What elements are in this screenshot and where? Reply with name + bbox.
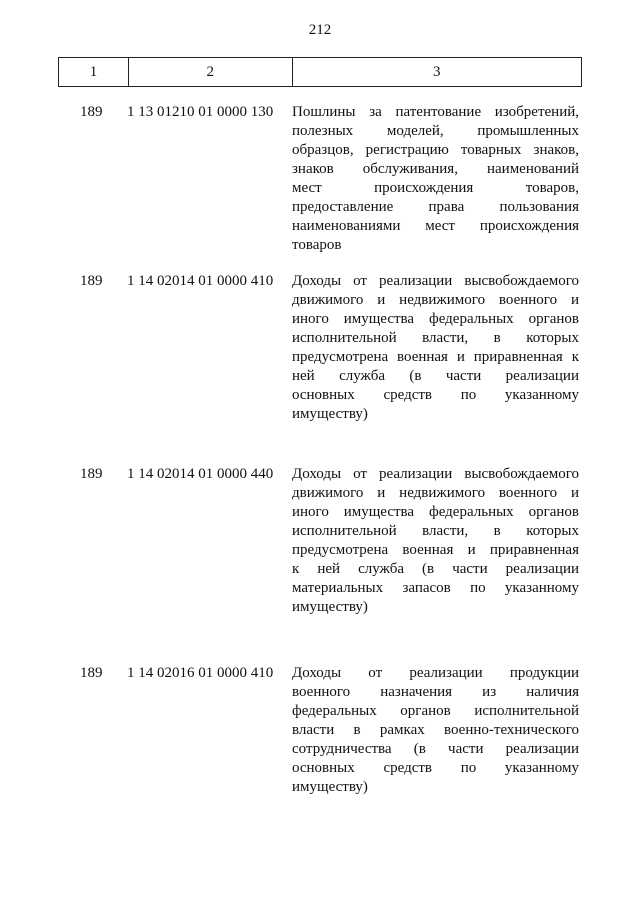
revenue-description (292, 272, 579, 424)
description-line: исполнительной власти, в которых (292, 330, 579, 346)
description-line: к ней служба (в части реализации (292, 561, 579, 577)
description-line: имуществу) (292, 406, 368, 422)
description-line: военного назначения из наличия (292, 684, 579, 700)
budget-classification-code: 1 14 02014 01 0000 440 (127, 466, 274, 482)
description-line: Пошлины за патентование изобретений, (292, 104, 579, 120)
description-line: имуществу) (292, 599, 368, 615)
column-header-3: 3 (292, 58, 581, 87)
description-line: движимого и недвижимого военного и (292, 292, 579, 308)
description-line: предоставление права пользования (292, 199, 579, 215)
budget-classification-code: 1 13 01210 01 0000 130 (127, 104, 274, 120)
revenue-description (292, 664, 579, 797)
budget-classification-code: 1 14 02016 01 0000 410 (127, 665, 274, 681)
description-line: имуществу) (292, 779, 368, 795)
revenue-description (292, 103, 579, 255)
description-line: федеральных органов исполнительной (292, 703, 579, 719)
page-number: 212 (308, 22, 332, 38)
description-line: иного имущества федеральных органов (292, 504, 579, 520)
description-line: материальных запасов по указанному (292, 580, 579, 596)
description-line: мест происхождения товаров, (292, 180, 579, 196)
description-line: движимого и недвижимого военного и (292, 485, 579, 501)
description-line: Доходы от реализации высвобождаемого (292, 273, 579, 289)
description-line: полезных моделей, промышленных (292, 123, 579, 139)
description-line: знаков обслуживания, наименований (292, 161, 579, 177)
description-line: наименованиями мест происхождения (292, 218, 579, 234)
column-header-1: 1 (59, 58, 129, 87)
description-line: Доходы от реализации продукции (292, 665, 579, 681)
revenue-description (292, 465, 579, 617)
description-line: товаров (292, 237, 342, 253)
admin-code: 189 (80, 665, 103, 681)
description-line: предусмотрена военная и приравненная (292, 542, 579, 558)
admin-code: 189 (80, 466, 103, 482)
admin-code: 189 (80, 273, 103, 289)
admin-code: 189 (80, 104, 103, 120)
description-line: образцов, регистрацию товарных знаков, (292, 142, 579, 158)
column-header-2: 2 (128, 58, 292, 87)
column-header-row (59, 58, 582, 87)
description-line: иного имущества федеральных органов (292, 311, 579, 327)
description-line: предусмотрена военная и приравненная к (292, 349, 579, 365)
description-line: основных средств по указанному (292, 387, 579, 403)
description-line: ней служба (в части реализации (292, 368, 579, 384)
description-line: сотрудничества (в части реализации (292, 741, 579, 757)
budget-classification-code: 1 14 02014 01 0000 410 (127, 273, 274, 289)
description-line: основных средств по указанному (292, 760, 579, 776)
description-line: Доходы от реализации высвобождаемого (292, 466, 579, 482)
description-line: исполнительной власти, в которых (292, 523, 579, 539)
column-header-table (58, 57, 582, 87)
description-line: власти в рамках военно-технического (292, 722, 579, 738)
